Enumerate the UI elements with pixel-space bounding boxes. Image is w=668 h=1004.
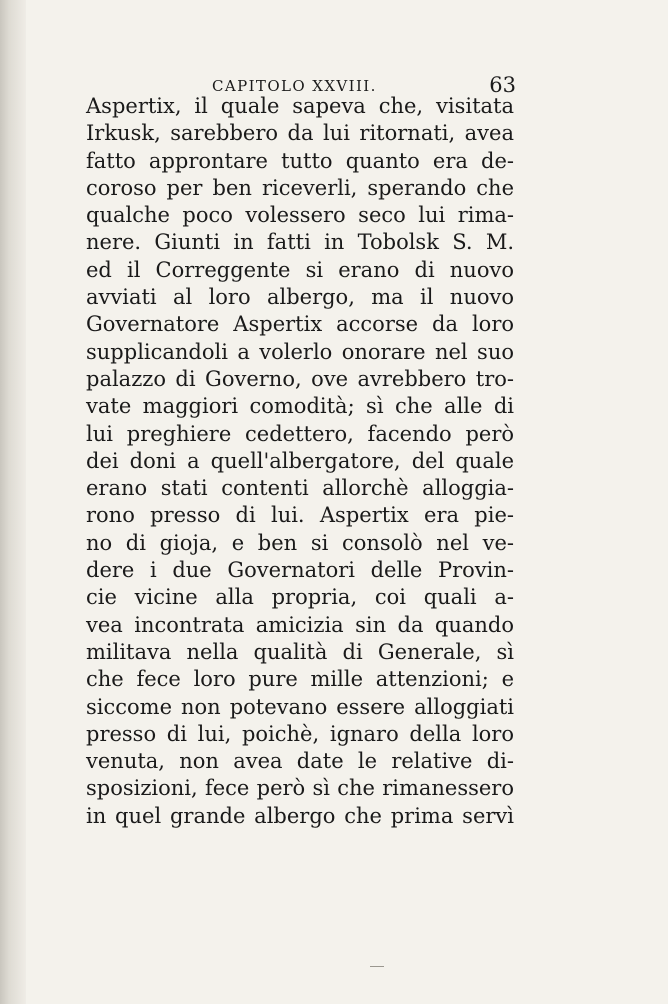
text-line: dere i due Governatori delle Provin- (86, 558, 514, 583)
text-line: nere. Giunti in fatti in Tobolsk S. M. (86, 230, 514, 255)
text-line: vate maggiori comodità; sì che alle di (86, 394, 514, 419)
chapter-heading: CAPITOLO XXVIII. (212, 77, 377, 95)
text-line: ed il Correggente si erano di nuovo (86, 257, 514, 282)
text-line: palazzo di Governo, ove avrebbero tro- (86, 366, 514, 391)
text-line: venuta, non avea date le relative di- (86, 749, 514, 774)
text-line: avviati al loro albergo, ma il nuovo (86, 285, 514, 310)
text-line: fatto approntare tutto quanto era de- (86, 148, 514, 173)
text-line: in quel grande albergo che prima servì (86, 803, 514, 828)
text-line: erano stati contenti allorchè alloggia- (86, 476, 514, 501)
text-line: Aspertix, il quale sapeva che, visitata (86, 94, 514, 118)
text-line: Governatore Aspertix accorse da loro (86, 312, 514, 337)
text-line: siccome non potevano essere alloggiati (86, 694, 514, 719)
page-number: 63 (489, 73, 516, 97)
text-line: sposizioni, fece però sì che rimanessero (86, 776, 514, 801)
text-line: presso di lui, poichè, ignaro della loro (86, 721, 514, 746)
page-mark (370, 966, 384, 967)
text-line: rono presso di lui. Aspertix era pie- (86, 503, 514, 528)
text-line: supplicandoli a volerlo onorare nel suo (86, 339, 514, 364)
text-line: militava nella qualità di Generale, sì (86, 639, 514, 664)
text-line: dei doni a quell'albergatore, del quale (86, 448, 514, 473)
text-line: Irkusk, sarebbero da lui ritornati, avea (86, 121, 514, 146)
body-text (86, 93, 514, 830)
text-line: coroso per ben riceverli, sperando che (86, 175, 514, 200)
binding-shadow (0, 0, 26, 1004)
text-line: no di gioja, e ben si consolò nel ve- (86, 530, 514, 555)
text-line: lui preghiere cedettero, facendo però (86, 421, 514, 446)
text-line: vea incontrata amicizia sin da quando (86, 612, 514, 637)
text-line: che fece loro pure mille attenzioni; e (86, 667, 514, 692)
text-line: qualche poco volessero seco lui rima- (86, 203, 514, 228)
text-line: cie vicine alla propria, coi quali a- (86, 585, 514, 610)
